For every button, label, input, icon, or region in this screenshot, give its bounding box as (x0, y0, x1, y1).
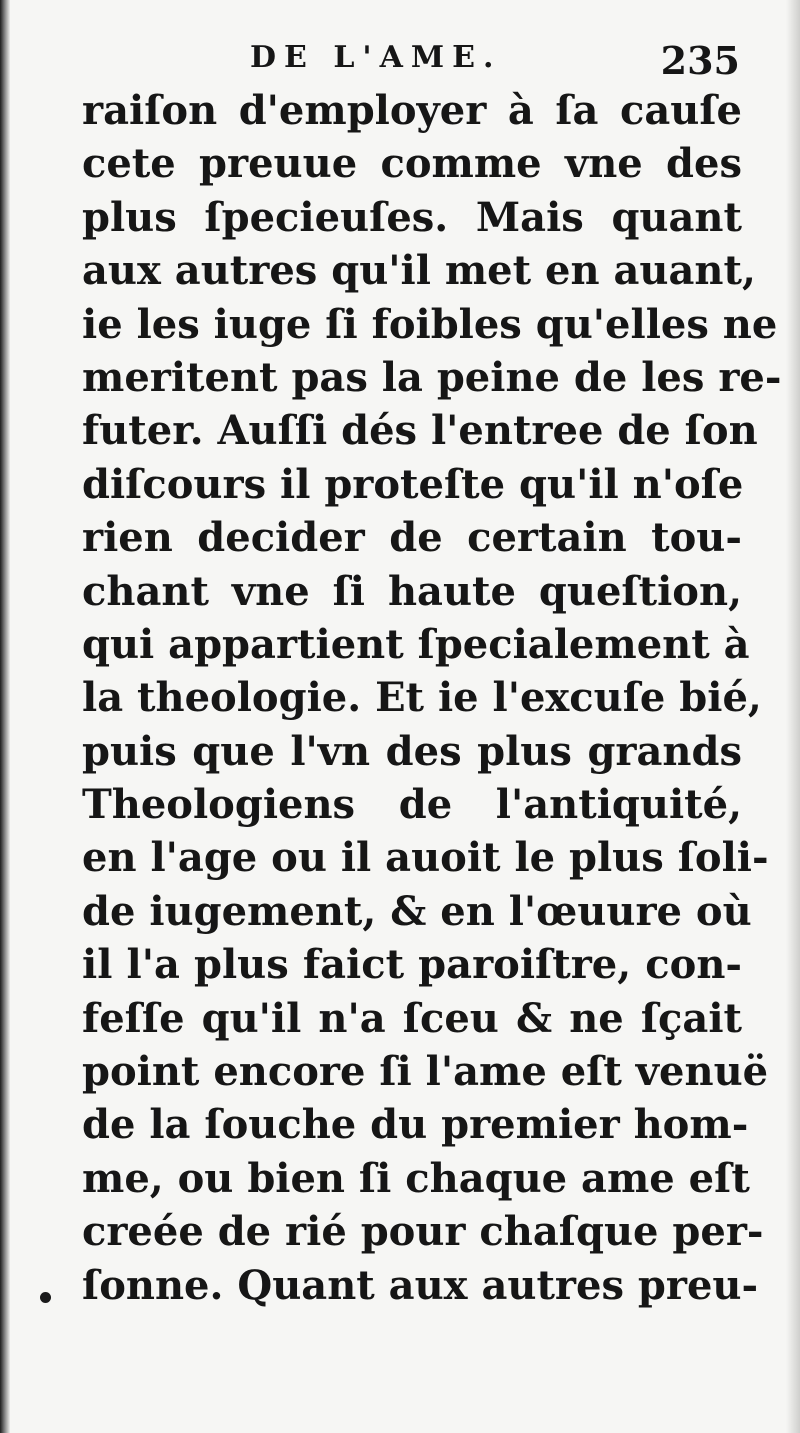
page-outer-edge (786, 0, 800, 1433)
page-binding-edge (0, 0, 10, 1433)
text-line: ie les iuge ſi foibles qu'elles ne (82, 300, 778, 348)
text-line: puis que l'vn des plus grands (82, 727, 742, 775)
text-line: rien decider de certain tou- (82, 514, 742, 562)
text-line: feſſe qu'il n'a ſceu & ne ſçait (82, 994, 742, 1042)
text-line: raiſon d'employer à ſa cauſe (82, 87, 742, 134)
text-line: il l'a plus faict paroiſtre, con- (82, 941, 742, 989)
text-line: meritent pas la peine de les re- (82, 353, 782, 401)
text-line: Theologiens de l'antiquité, (82, 781, 742, 829)
text-line: de la ſouche du premier hom- (82, 1101, 749, 1149)
text-line: diſcours il proteſte qu'il n'oſe (82, 460, 744, 508)
page-header (80, 40, 740, 90)
page-number: 235 (660, 38, 740, 83)
text-line: chant vne ſi haute queſtion, (82, 567, 742, 615)
text-line: point encore ſi l'ame eſt venuë (82, 1048, 769, 1096)
text-line: la theologie. Et ie l'excuſe bié, (82, 674, 762, 722)
text-line: futer. Auſſi dés l'entree de ſon (82, 407, 758, 455)
text-line: de iugement, & en l'œuure où (82, 887, 752, 935)
text-line: qui appartient ſpecialement à (82, 620, 750, 668)
text-line: cete preuue comme vne des (82, 140, 742, 188)
running-head: DE L'AME. (250, 40, 502, 75)
text-line: me, ou bien ſi chaque ame eſt (82, 1154, 750, 1202)
text-line: creée de rié pour chaſque per- (82, 1208, 764, 1256)
text-line: plus ſpecieuſes. Mais quant (82, 193, 742, 241)
text-line: aux autres qu'il met en auant, (82, 247, 756, 295)
body-text (82, 84, 782, 1312)
text-line: ſonne. Quant aux autres preu- (82, 1261, 759, 1309)
ink-spot (40, 1292, 51, 1303)
text-line: en l'age ou il auoit le plus ſoli- (82, 834, 769, 882)
